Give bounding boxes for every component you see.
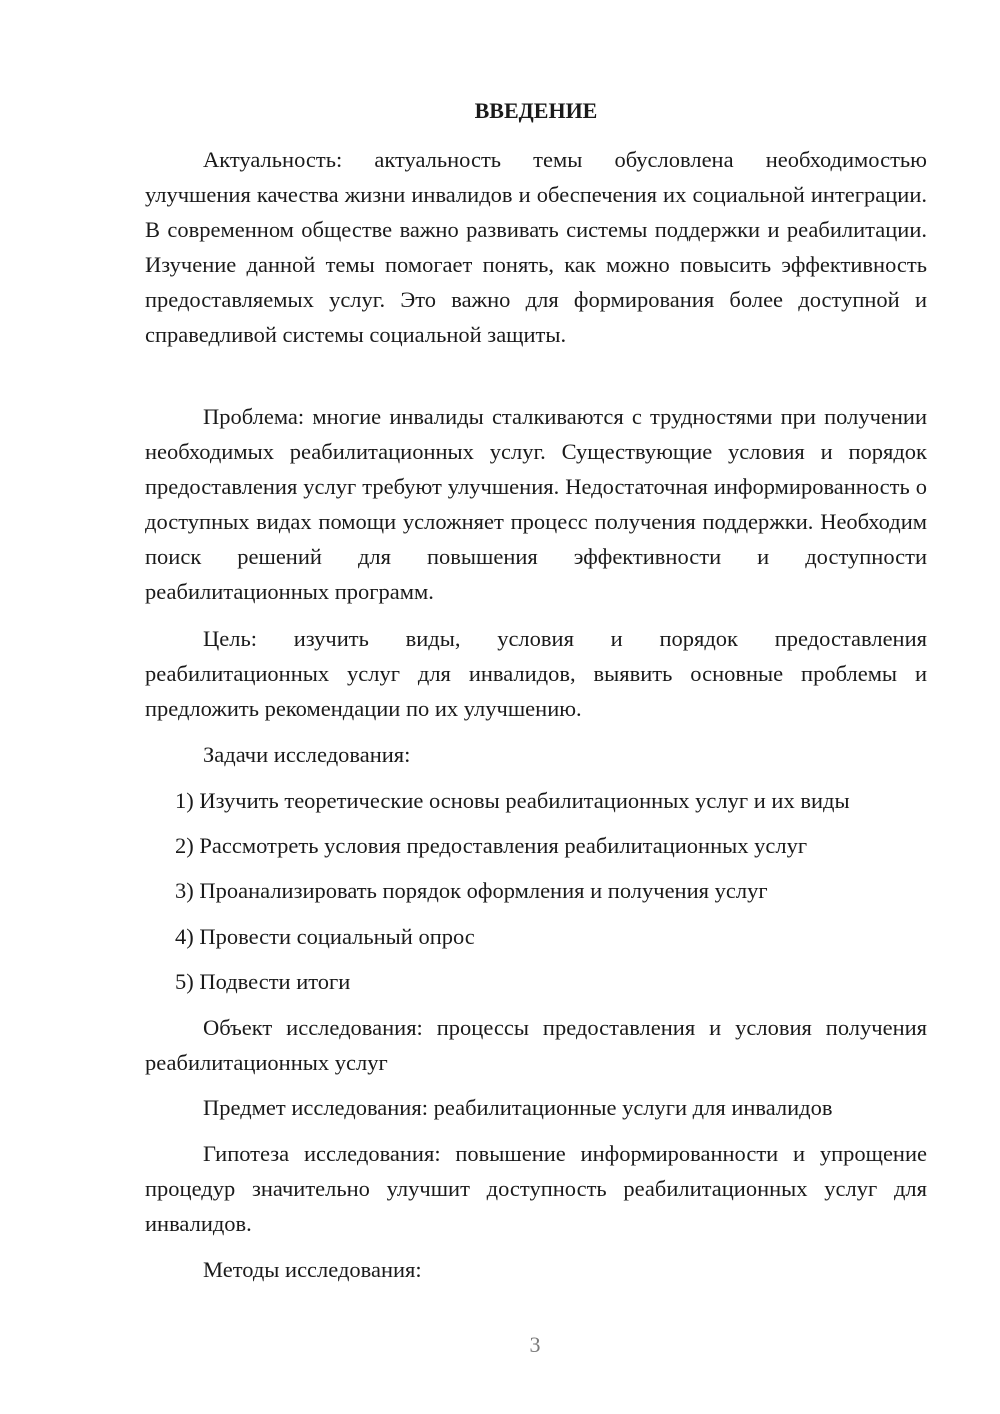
paragraph-problem: Проблема: многие инвалиды сталкиваются с трудностями при получении необходимых реабилитационных услуг. Существующие условия и порядок предоставления услуг требуют улучшения. Недостаточная информированность о доступных видах помощи усложняет процесс получения поддержки. Необходим поиск решений для повышения эффективности и доступности реабилитационных программ. [145,404,927,604]
page-number: 3 [529,1332,541,1357]
paragraph-relevance: Актуальность: актуальность темы обусловлена необходимостью улучшения качества жизни инвалидов и обеспечения их социальной интеграции. В современном обществе важно развивать системы поддержки и реабилитации. Изучение данной темы помогает понять, как можно повысить эффективность предоставляемых услуг. Это важно для формирования более доступной и справедливой системы социальной защиты. [145,147,927,347]
paragraph-subject: Предмет исследования: реабилитационные услуги для инвалидов [203,1095,833,1120]
paragraph-goal: Цель: изучить виды, условия и порядок предоставления реабилитационных услуг для инвалидов, выявить основные проблемы и предложить рекомендации по их улучшению. [145,626,927,721]
paragraph-object: Объект исследования: процессы предоставления и условия получения реабилитационных услуг [145,1015,927,1075]
list-item-task-1: 1) Изучить теоретические основы реабилитационных услуг и их виды [175,788,850,813]
document-title: ВВЕДЕНИЕ [474,98,598,123]
paragraph-methods: Методы исследования: [203,1257,422,1282]
list-item-task-5: 5) Подвести итоги [175,969,351,994]
paragraph-hypothesis: Гипотеза исследования: повышение информированности и упрощение процедур значительно улучшит доступность реабилитационных услуг для инвалидов. [145,1141,927,1236]
list-item-task-3: 3) Проанализировать порядок оформления и получения услуг [175,878,768,903]
paragraph-tasks-heading: Задачи исследования: [203,742,411,767]
list-item-task-4: 4) Провести социальный опрос [175,924,475,949]
list-item-task-2: 2) Рассмотреть условия предоставления реабилитационных услуг [175,833,808,858]
